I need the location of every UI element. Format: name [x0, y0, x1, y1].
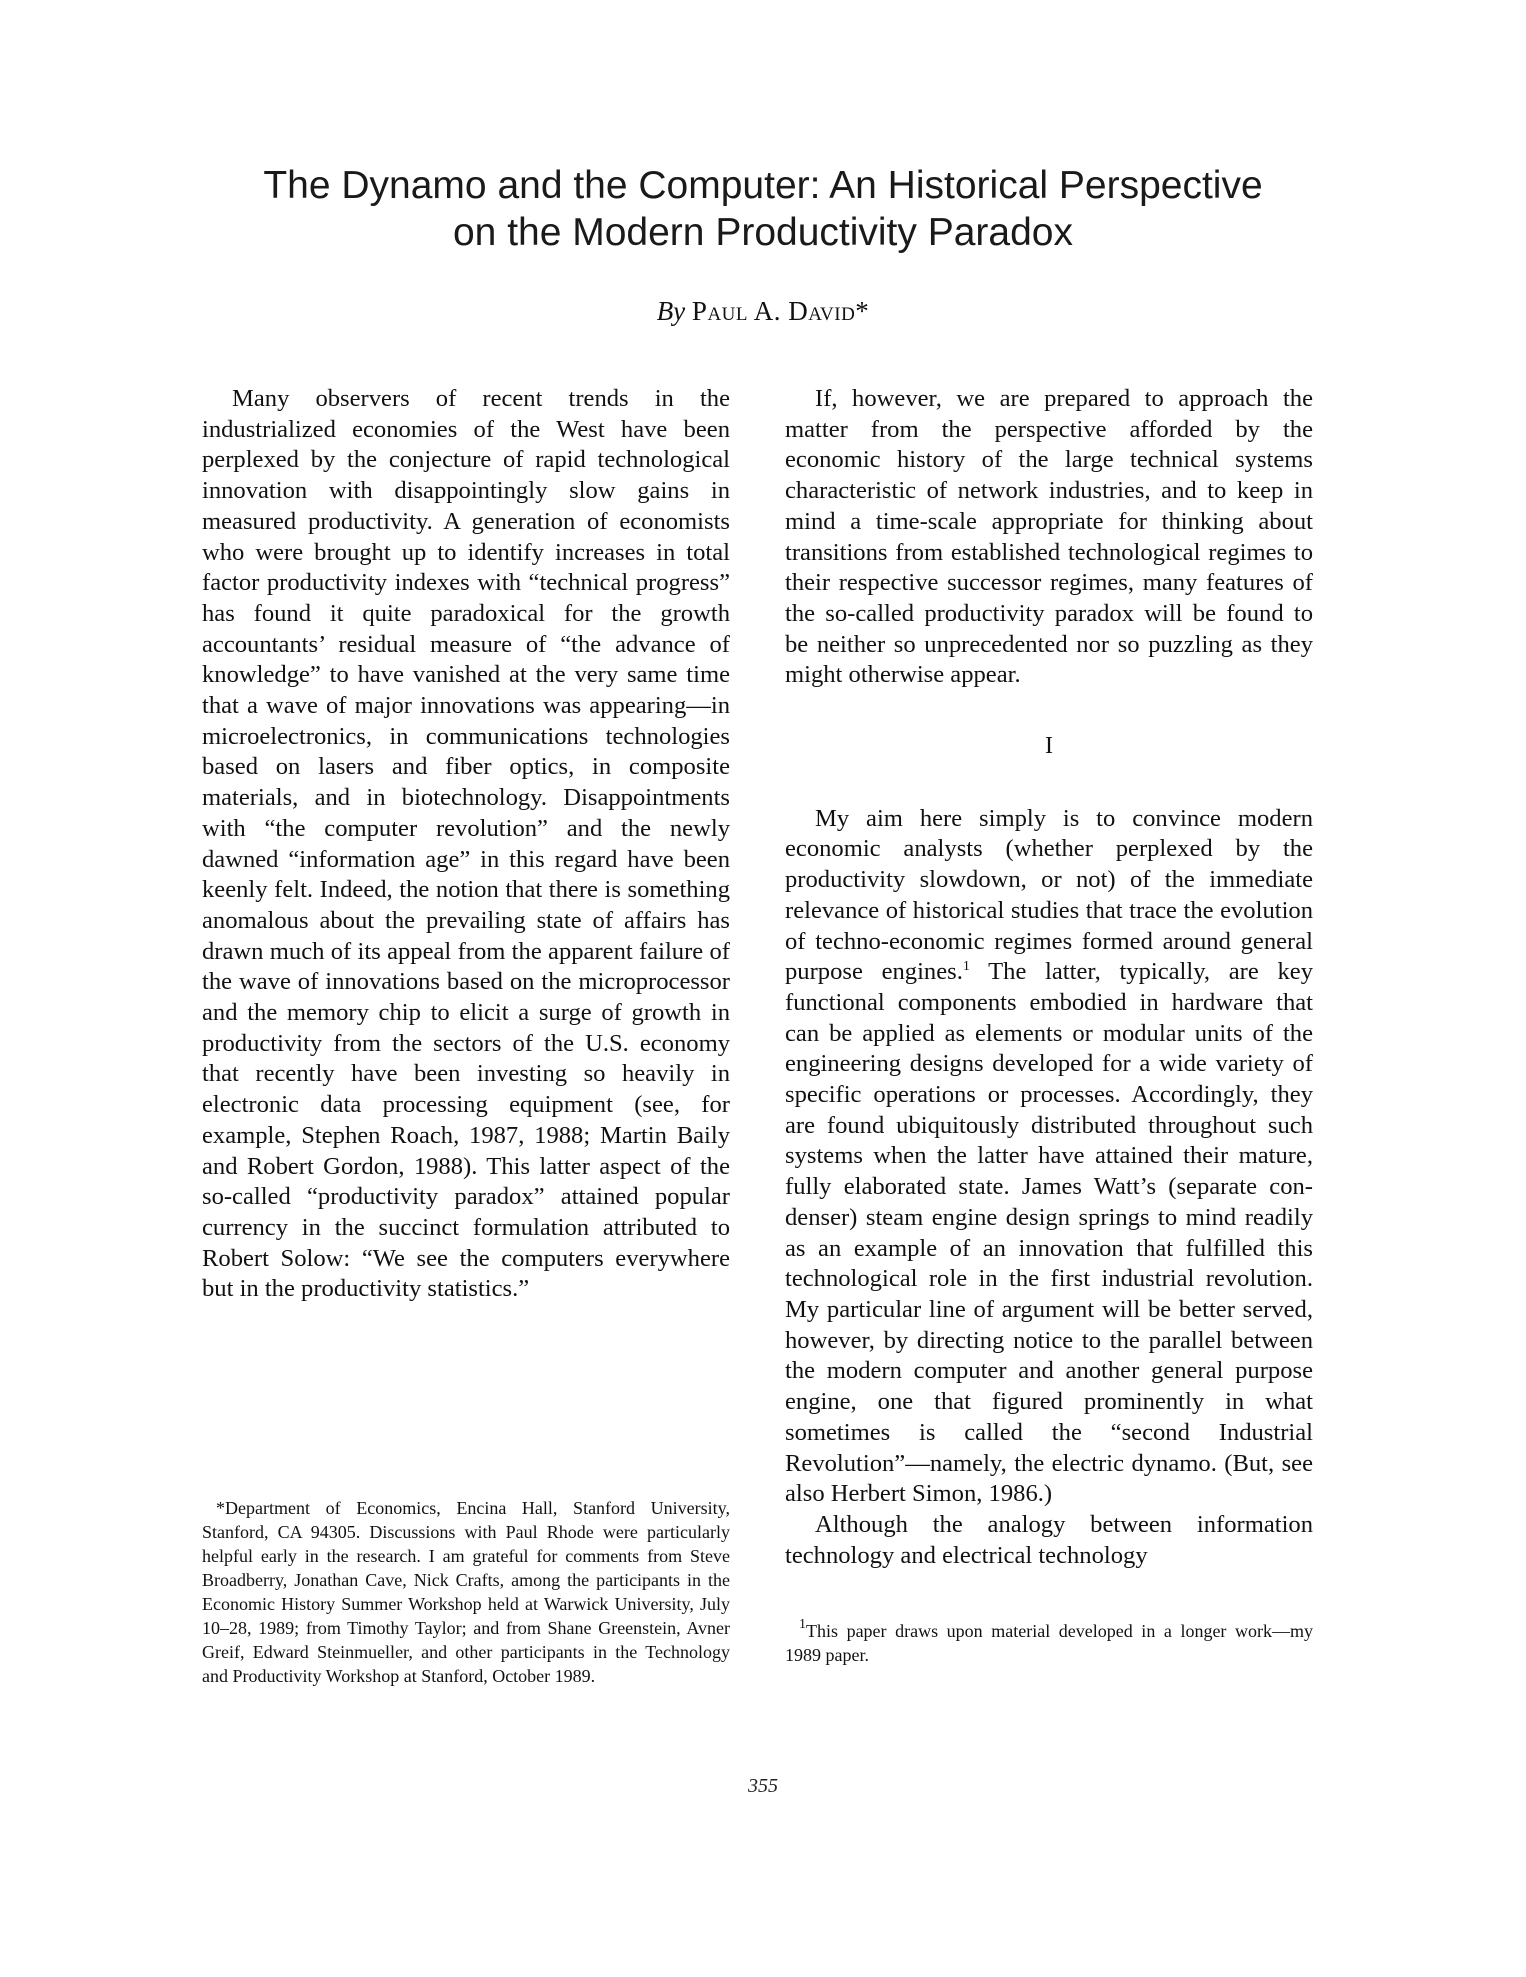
right-paragraph-2-part-b: The latter, typically, are key functional components embodied in hardware that can be applied as elements or modular units of the engineering designs developed for a wide variety of specific operations or processes. Accordingly, they are found ubiquitously distributed throughout such systems when the latter have attained their mature, fully elaborated state. James Watt’s (separate condenser) steam engine design springs to mind readily as an example of an innovation that fulfilled this technological role in the first industrial revolution. My particular line of argument will be better served, however, by directing notice to the parallel between the modern computer and another general purpose engine, one that figured prominently in what sometimes is called the “second Industrial Revolution”—namely, the electric dynamo. (But, see also Herbert Simon, 1986.) [785, 958, 1313, 1508]
right-paragraph-1: If, however, we are prepared to approach the matter from the perspective afforded by the economic history of the large technical systems characteristic of network industries, and to keep in mind a time-scale appropriate for thinking about transitions from established technological regimes to their respective successor regimes, many features of the so-called productivity paradox will be found to be neither so unprecedented nor so puzzling as they might otherwise appear. [785, 385, 1313, 689]
article-title [150, 162, 1376, 256]
left-column [202, 384, 730, 1305]
author-footnote [202, 1496, 730, 1688]
left-paragraph-1: Many observers of recent trends in the industrialized economies of the West have been perplexed by the conjecture of rapid technological innovation with disappointingly slow gains in measured productivity. A generation of economists who were brought up to identify increases in total factor productivity indexes with “technical progress” has found it quite paradoxical for the growth accountants’ residual measure of “the advance of knowledge” to have vanished at the very same time that a wave of major innovations was appearing—in microelectronics, in communications technologies based on lasers and fiber optics, in composite materials, and in biotechnology. Disappointments with “the computer revolution” and the newly dawned “information age” in this regard have been keenly felt. Indeed, the notion that there is something anomalous about the prevailing state of affairs has drawn much of its appeal from the apparent failure of the wave of innovations based on the microprocessor and the memory chip to elicit a surge of growth in productivity from the sectors of the U.S. economy that recently have been investing so heavily in electronic data processing equipment (see, for example, Stephen Roach, 1987, 1988; Martin Baily and Robert Gordon, 1988). This latter aspect of the so-called “productivity paradox” attained popular currency in the succinct formulation attributed to Robert Solow: “We see the computers everywhere but in the productivity statistics.” [202, 385, 730, 1303]
right-footnote-1 [785, 1619, 1313, 1667]
footnote-1-mark: 1 [799, 1617, 806, 1633]
right-paragraph-2-part-a: My aim here simply is to convince modern economic analysts (whether perplexed by the productivity slowdown, or not) of the immediate relevance of historical studies that trace the evolution of techno-economic regimes formed around general purpose engines. [785, 804, 1313, 986]
right-paragraph-3: Although the analogy between information technology and electrical technology [785, 1510, 1313, 1569]
page-number: 355 [748, 1775, 778, 1797]
title-line-2: on the Modern Productivity Paradox [452, 211, 1073, 254]
title-line-1: The Dynamo and the Computer: An Historical Perspective [263, 164, 1263, 207]
byline [0, 296, 1526, 327]
footnote-ref-1[interactable]: 1 [962, 959, 970, 975]
author-footnote-text: *Department of Economics, Encina Hall, Stanford University, Stanford, CA 94305. Discussions with Paul Rhode were particularly helpful early in the research. I am grateful for comments from Steve Broadberry, Jonathan Cave, Nick Crafts, among the participants in the Economic History Summer Workshop held at Warwick University, July 10–28, 1989; from Timothy Taylor; and from Shane Greenstein, Avner Greif, Edward Steinmueller, and other participants in the Technology and Productivity Workshop at Stanford, October 1989. [202, 1498, 730, 1686]
right-column [785, 384, 1313, 1667]
author-name: Paul A. David* [691, 296, 870, 326]
byline-by: By [656, 296, 686, 326]
section-heading: I [1045, 733, 1053, 760]
footnote-1-text: This paper draws upon material developed in a longer work—my 1989 paper. [785, 1621, 1313, 1666]
right-paragraph-2 [785, 804, 1313, 1510]
